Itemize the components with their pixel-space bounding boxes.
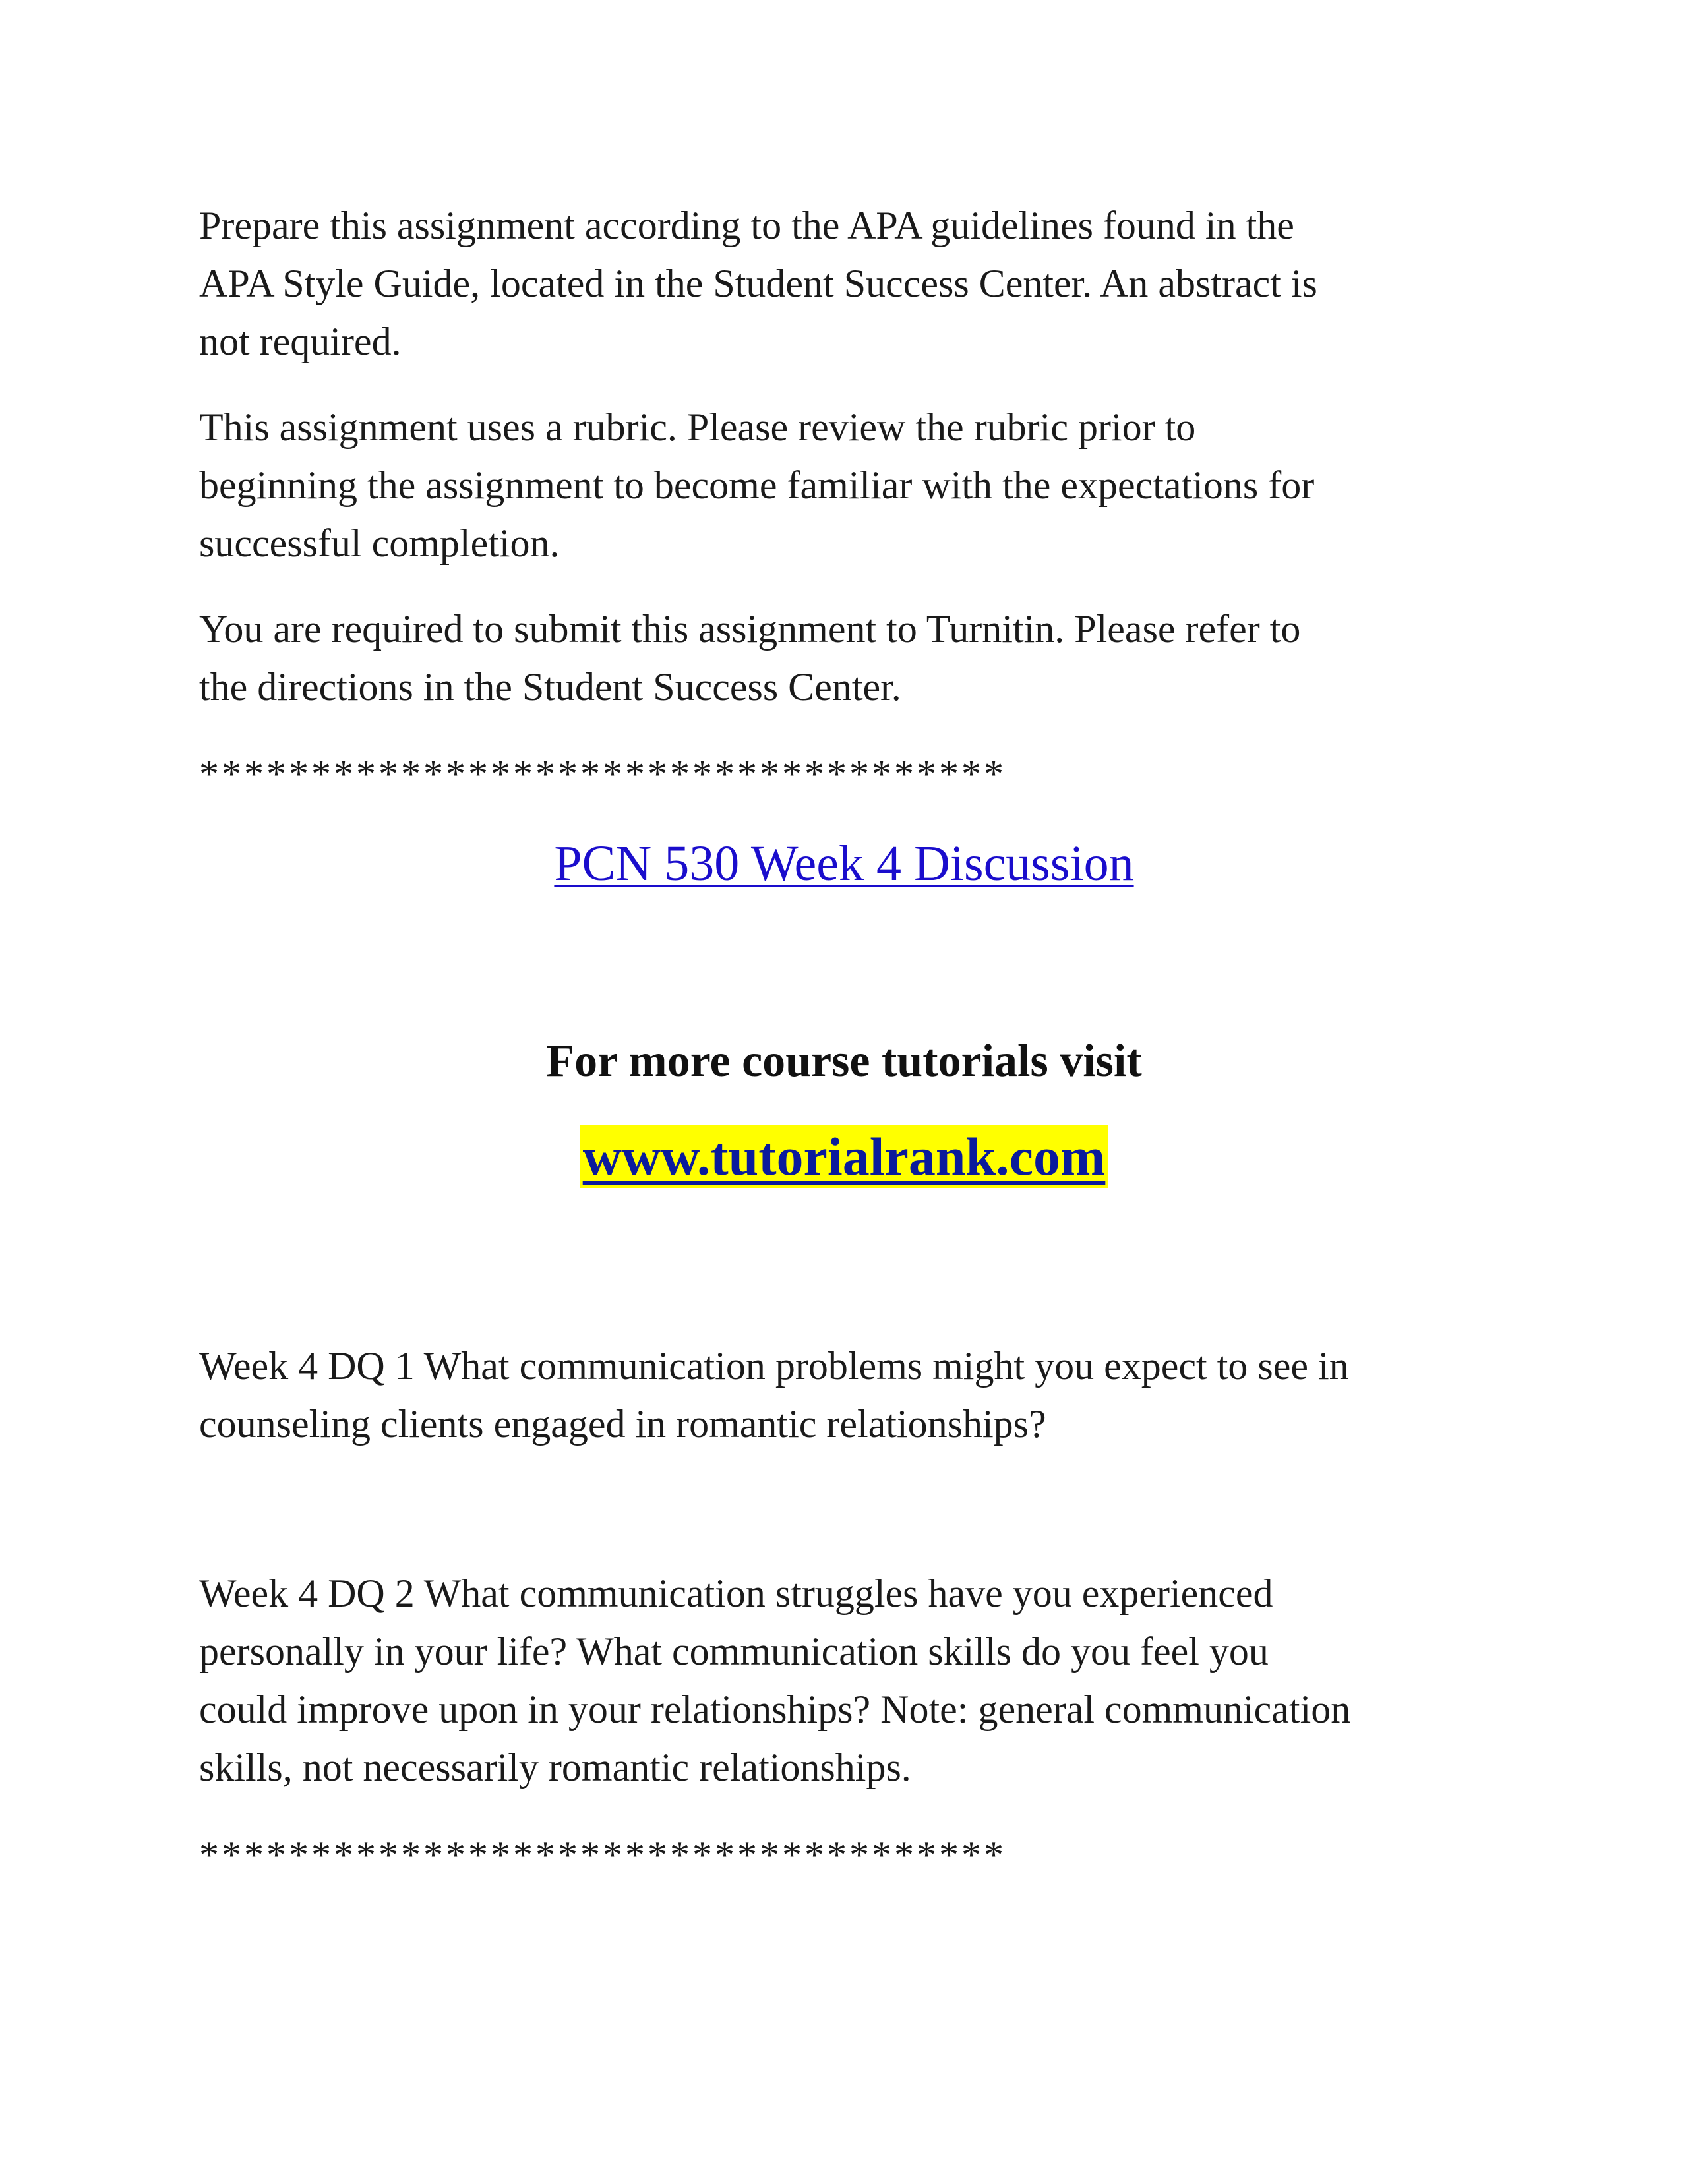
discussion-question-1: Week 4 DQ 1 What communication problems might you expect to see in counseling clients engaged in romantic relationships?: [199, 1344, 1349, 1446]
discussion-heading: [0, 831, 1688, 897]
promo-text: For more course tutorials visit: [546, 1036, 1142, 1086]
separator-top: ************************************: [199, 752, 1006, 796]
discussion-link[interactable]: PCN 530 Week 4 Discussion: [554, 836, 1134, 891]
site-link-row: [0, 1124, 1688, 1190]
paragraph-turnitin: You are required to submit this assignment to Turnitin. Please refer to the directions in the Student Success Center.: [199, 607, 1301, 709]
separator-bottom: ************************************: [199, 1833, 1006, 1877]
paragraph-rubric: This assignment uses a rubric. Please review the rubric prior to beginning the assignment to become familiar with the expectations for successful completion.: [199, 405, 1315, 565]
discussion-question-2: Week 4 DQ 2 What communication struggles have you experienced personally in your life? What communication skills do you feel you could improve upon in your relationships? Note: general communication skills, not necessarily romantic relationships.: [199, 1572, 1351, 1789]
tutorialrank-link[interactable]: www.tutorialrank.com: [580, 1125, 1108, 1188]
paragraph-apa-guidelines: Prepare this assignment according to the APA guidelines found in the APA Style Guide, located in the Student Success Center. An abstract is not required.: [199, 204, 1317, 363]
